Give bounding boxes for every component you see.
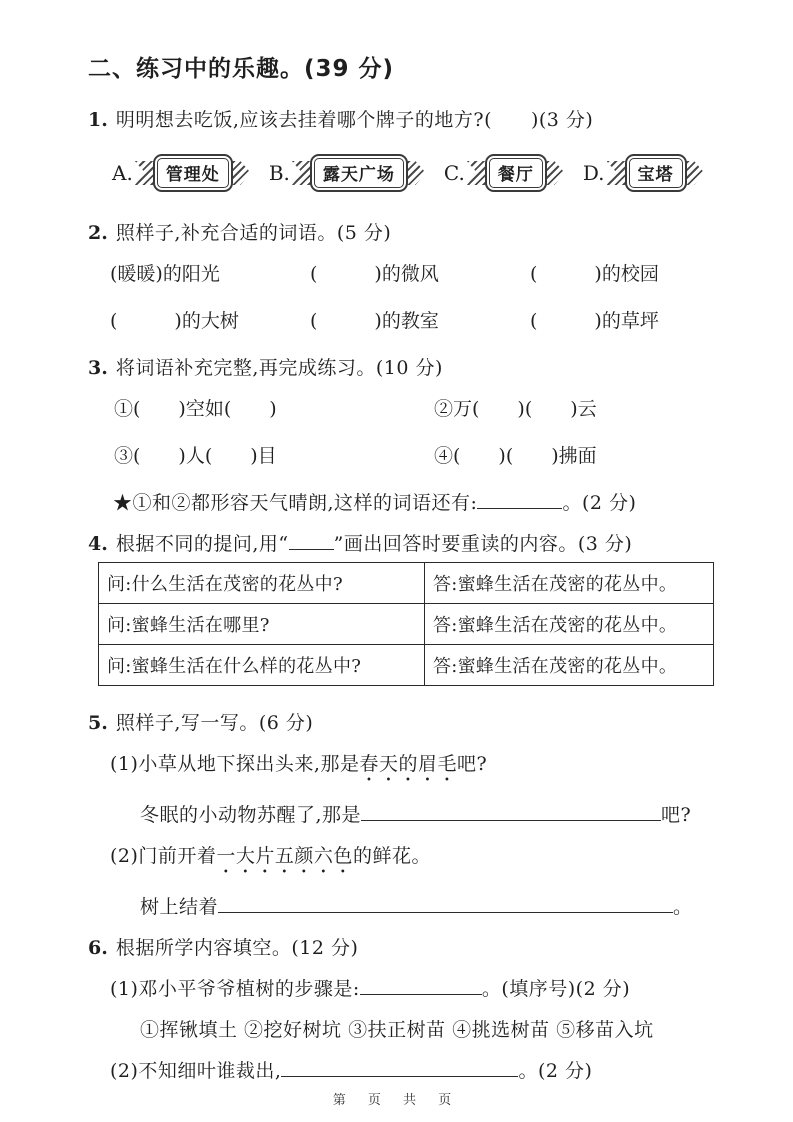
option-b	[269, 154, 426, 192]
star-suffix: 。(2 分)	[562, 492, 637, 514]
table-row	[99, 645, 714, 686]
question-1-options	[88, 154, 735, 192]
question-3-number: 3.	[88, 357, 108, 379]
question-5-item2: (2)门前开着一大片五颜六色的鲜花。	[110, 845, 431, 867]
table-cell-answer: 答:蜜蜂生活在茂密的花丛中。	[424, 645, 713, 686]
question-6	[88, 933, 735, 1083]
option-d-label: D.	[582, 161, 605, 185]
question-3-text: 将词语补充完整,再完成练习。(10 分)	[115, 357, 443, 379]
idiom-blank: ③( )人( )目	[114, 445, 277, 467]
sign-text: 宝塔	[629, 158, 683, 188]
question-4-number: 4.	[88, 533, 108, 555]
idiom-blank: ①( )空如( )	[114, 398, 277, 420]
option-c-label: C.	[443, 161, 465, 185]
star-prompt: ★①和②都形容天气晴朗,这样的词语还有:	[113, 492, 478, 514]
option-a-label: A.	[112, 161, 133, 185]
table-cell-answer: 答:蜜蜂生活在茂密的花丛中。	[424, 563, 713, 604]
word-blank: (暖暖)的阳光	[110, 263, 220, 285]
question-6-text: 根据所学内容填空。(12 分)	[115, 937, 359, 959]
word-blank: ( )的校园	[530, 263, 659, 285]
fill-blank	[360, 975, 482, 995]
option-c	[444, 154, 565, 192]
sign-text: 餐厅	[489, 158, 543, 188]
question-2-row2	[88, 306, 735, 333]
emphasized-text: 春天的眉毛	[359, 753, 457, 775]
fill-blank	[281, 1057, 518, 1077]
page-footer: 第 页 共 页	[332, 1093, 461, 1108]
sign-text: 管理处	[157, 158, 229, 188]
table-cell-question: 问:蜜蜂生活在哪里?	[99, 604, 425, 645]
question-2-text: 照样子,补充合适的词语。(5 分)	[115, 222, 392, 244]
fill-blank	[218, 893, 673, 913]
question-2-row1	[88, 259, 735, 286]
sign-plaque	[625, 154, 687, 192]
question-5	[88, 708, 735, 919]
emphasized-text: 一大片五颜六色	[216, 845, 353, 867]
sign-plaque	[153, 154, 233, 192]
question-1-text: 明明想去吃饭,应该去挂着哪个牌子的地方?( )(3 分)	[115, 109, 594, 131]
option-b-label: B.	[268, 161, 290, 185]
section-title: 二、练习中的乐趣。(39 分)	[88, 56, 395, 82]
question-5-text: 照样子,写一写。(6 分)	[115, 712, 314, 734]
table-row	[99, 604, 714, 645]
question-5-number: 5.	[88, 712, 108, 734]
word-blank: ( )的教室	[310, 310, 439, 332]
question-2-number: 2.	[88, 222, 108, 244]
table-cell-question: 问:蜜蜂生活在什么样的花丛中?	[99, 645, 425, 686]
word-blank: ( )的微风	[310, 263, 439, 285]
question-5-answer2: 树上结着 。	[88, 892, 735, 919]
fill-blank	[477, 489, 562, 509]
table-cell-question: 问:什么生活在茂密的花丛中?	[99, 563, 425, 604]
fill-blank	[361, 801, 661, 821]
question-5-item1: (1)小草从地下探出头来,那是春天的眉毛吧?	[110, 753, 488, 775]
question-2	[88, 218, 735, 333]
sign-text: 露天广场	[314, 158, 404, 188]
question-6-steps: ①挥锹填土 ②挖好树坑 ③扶正树苗 ④挑选树苗 ⑤移苗入坑	[140, 1019, 654, 1041]
question-1-number: 1.	[88, 109, 108, 131]
word-blank: ( )的草坪	[530, 310, 659, 332]
option-d	[583, 154, 705, 192]
underline-mark	[289, 530, 334, 550]
table-cell-answer: 答:蜜蜂生活在茂密的花丛中。	[424, 604, 713, 645]
sign-plaque	[310, 154, 408, 192]
question-5-answer1: 冬眠的小动物苏醒了,那是 吧?	[88, 800, 735, 827]
question-4-text: 根据不同的提问,用“ ”画出回答时要重读的内容。(3 分)	[116, 529, 632, 556]
sign-plaque	[485, 154, 547, 192]
question-6-item1: (1)邓小平爷爷植树的步骤是: 。(填序号)(2 分)	[88, 974, 735, 1001]
table-row	[99, 563, 714, 604]
question-4	[88, 529, 735, 686]
question-3-row2	[88, 441, 735, 468]
question-6-item2: (2)不知细叶谁裁出, 。(2 分)	[88, 1056, 735, 1083]
idiom-blank: ④( )( )拂面	[434, 445, 597, 467]
option-a	[112, 154, 251, 192]
question-3-row1	[88, 394, 735, 421]
word-blank: ( )的大树	[110, 310, 239, 332]
question-3-star-item	[88, 488, 735, 515]
question-3	[88, 353, 735, 515]
question-1	[88, 105, 735, 192]
idiom-blank: ②万( )( )云	[434, 398, 597, 420]
question-6-number: 6.	[88, 937, 108, 959]
question-answer-table	[98, 562, 714, 686]
